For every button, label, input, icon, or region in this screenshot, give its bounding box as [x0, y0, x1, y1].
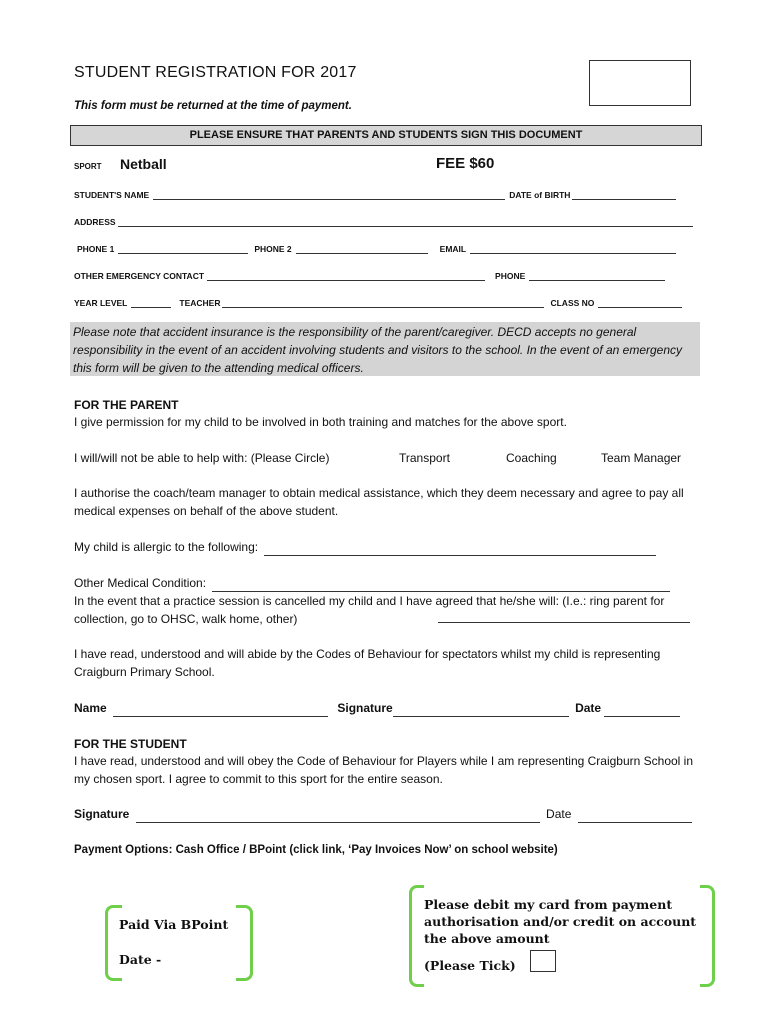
sport-value: Netball — [120, 156, 167, 172]
student-name-field[interactable] — [153, 190, 505, 200]
row-address — [74, 217, 696, 227]
payment-options: Payment Options: Cash Office / BPoint (click link, ‘Pay Invoices Now’ on school website) — [74, 844, 558, 856]
row-class — [74, 298, 696, 308]
parent-date-field[interactable] — [604, 703, 680, 717]
parent-heading: FOR THE PARENT — [74, 398, 179, 412]
row-emergency — [74, 271, 696, 281]
insurance-note: Please note that accident insurance is the responsibility of the parent/caregiver. DECD accepts no general responsibility in the event of an accident involving students and visitors to the school. In the event of an emergency this form will be given to the attending medical officers. — [70, 322, 700, 376]
allergic-field[interactable] — [264, 542, 656, 556]
authorise-text: I authorise the coach/team manager to obtain medical assistance, which they deem necessary and agree to pay all medical expenses on behalf of the above student. — [74, 486, 684, 518]
cancelled-text: In the event that a practice session is cancelled my child and I have agreed that he/she will: (I.e.: ring parent for collection, go to OHSC, walk home, other) — [74, 594, 665, 626]
office-use-box — [589, 60, 691, 106]
form-title: STUDENT REGISTRATION FOR 2017 — [74, 64, 357, 81]
form-subtitle: This form must be returned at the time of payment. — [74, 100, 352, 112]
help-option-transport[interactable]: Transport — [399, 451, 450, 465]
codes-text: I have read, understood and will abide by the Codes of Behaviour for spectators whilst my child is representing Craigburn Primary School. — [74, 647, 661, 679]
allergic-row — [74, 538, 656, 556]
bpoint-date-label: Date - — [119, 952, 162, 967]
cancelled-field[interactable] — [438, 622, 690, 623]
emergency-phone-field[interactable] — [529, 271, 665, 281]
bpoint-bracket-right — [236, 905, 253, 981]
student-name-label: STUDENT'S NAME — [74, 190, 150, 200]
sport-label: SPORT — [74, 162, 102, 171]
phone1-field[interactable] — [118, 244, 248, 254]
phone2-label: PHONE 2 — [254, 244, 292, 254]
tick-checkbox[interactable] — [530, 950, 556, 972]
address-label: ADDRESS — [74, 217, 116, 227]
email-field[interactable] — [470, 244, 676, 254]
parent-name-field[interactable] — [113, 703, 328, 717]
student-heading: FOR THE STUDENT — [74, 737, 187, 751]
debit-bracket-left — [409, 885, 424, 987]
class-no-field[interactable] — [598, 298, 682, 308]
year-level-field[interactable] — [131, 298, 171, 308]
teacher-label: TEACHER — [179, 298, 221, 308]
sign-notice-bar: PLEASE ENSURE THAT PARENTS AND STUDENTS SIGN THIS DOCUMENT — [70, 125, 702, 146]
student-date-field[interactable] — [578, 809, 692, 823]
emergency-phone-label: PHONE — [495, 271, 526, 281]
bpoint-label: Paid Via BPoint — [119, 917, 229, 932]
dob-label: DATE of BIRTH — [509, 190, 571, 200]
row-student-name — [74, 190, 696, 200]
allergic-label: My child is allergic to the following: — [74, 540, 259, 554]
parent-permission: I give permission for my child to be involved in both training and matches for the above sport. — [74, 415, 567, 429]
parent-sign-row — [74, 699, 698, 717]
help-option-team-manager[interactable]: Team Manager — [601, 451, 682, 465]
dob-field[interactable] — [572, 190, 676, 200]
year-level-label: YEAR LEVEL — [74, 298, 128, 308]
teacher-field[interactable] — [222, 298, 544, 308]
debit-text: Please debit my card from payment authorisation and/or credit on account the above amount — [424, 897, 697, 946]
parent-date-label: Date — [575, 701, 602, 715]
parent-name-label: Name — [74, 701, 107, 715]
student-date-label: Date — [546, 807, 572, 821]
student-signature-field[interactable] — [136, 809, 540, 823]
medical-label: Other Medical Condition: — [74, 576, 207, 590]
medical-field[interactable] — [212, 578, 670, 592]
emergency-field[interactable] — [207, 271, 485, 281]
address-field[interactable] — [118, 217, 693, 227]
row-phones — [77, 244, 697, 254]
class-no-label: CLASS NO — [550, 298, 595, 308]
parent-signature-field[interactable] — [393, 703, 569, 717]
student-signature-label: Signature — [74, 807, 130, 821]
emergency-label: OTHER EMERGENCY CONTACT — [74, 271, 205, 281]
phone2-field[interactable] — [296, 244, 428, 254]
email-label: EMAIL — [439, 244, 467, 254]
parent-signature-label: Signature — [337, 701, 393, 715]
phone1-label: PHONE 1 — [77, 244, 115, 254]
help-text: I will/will not be able to help with: (Please Circle) — [74, 451, 330, 465]
student-text: I have read, understood and will obey the Code of Behaviour for Players while I am representing Craigburn School in my chosen sport. I agree to commit to this sport for the entire season. — [74, 754, 694, 786]
student-sign-row — [74, 805, 698, 823]
medical-row — [74, 574, 670, 592]
tick-label: (Please Tick) — [424, 958, 516, 973]
help-option-coaching[interactable]: Coaching — [506, 451, 557, 465]
fee-amount: FEE $60 — [436, 155, 495, 172]
